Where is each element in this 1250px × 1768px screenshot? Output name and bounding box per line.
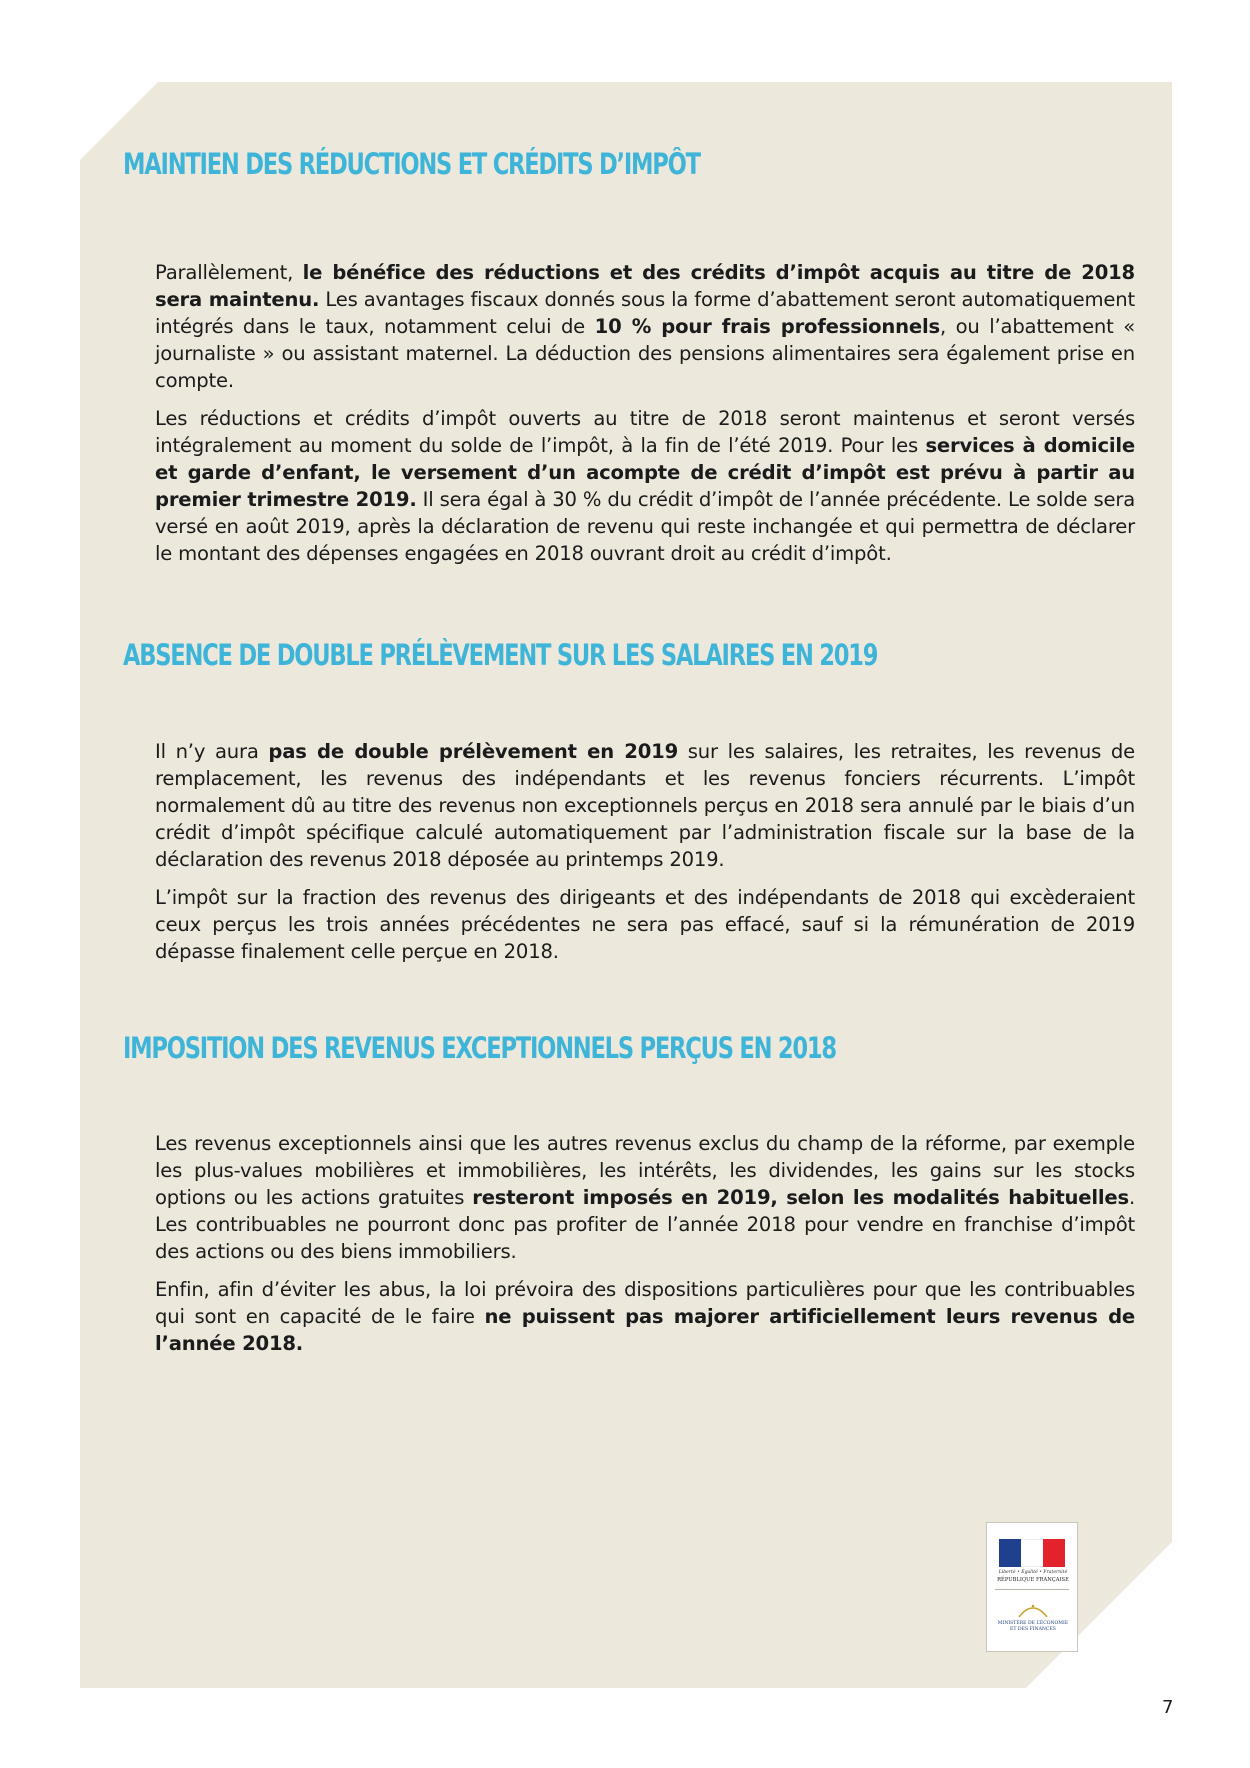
text-run: Les avantages fiscaux donnés sous la forme d’abattement seront automatiquement intégrés dans le taux, notamment celui de [155, 288, 1135, 338]
text-run: L’impôt sur la fraction des revenus des dirigeants et des indépendants de 2018 qui excèderaient ceux perçus les trois années précédentes ne sera pas effacé, sauf si la rémunération de 2019 dépasse finalement celle perçue en 2018. [155, 886, 1135, 963]
text-run: sur les salaires, les retraites, les revenus de remplacement, les revenus des indépendants et les revenus fonciers récurrents. L’impôt normalement dû au titre des revenus non exceptionnels perçus en 2018 sera annulé par le biais d’un crédit d’impôt spécifique calculé automatiquement par l’administration fiscale sur la base de la déclaration des revenus 2018 déposée au printemps 2019. [155, 740, 1135, 871]
bold-text: resteront imposés en 2019, selon les modalités habituelles [472, 1186, 1129, 1209]
logo-republic: RÉPUBLIQUE FRANÇAISE [997, 1577, 1069, 1583]
logo-motto: Liberté • Égalité • Fraternité [998, 1570, 1068, 1575]
paragraph [155, 738, 1135, 873]
bold-text: le bénéfice des réductions et des crédits d’impôt acquis au titre de 2018 sera maintenu. [155, 261, 1135, 311]
text-run: Enfin, afin d’éviter les abus, la loi prévoira des dispositions particulières pour que les contribuables qui sont en capacité de le faire [155, 1278, 1135, 1328]
section-body-exceptional-income [155, 1130, 1135, 1368]
section-heading-exceptional-income: IMPOSITION DES REVENUS EXCEPTIONNELS PERÇUS EN 2018 [123, 1031, 836, 1065]
paragraph [155, 259, 1135, 394]
paragraph [155, 884, 1135, 965]
text-run: Les réductions et crédits d’impôt ouverts au titre de 2018 seront maintenus et seront versés intégralement au moment du solde de l’impôt, à la fin de l’été 2019. Pour les [155, 407, 1135, 457]
section-body-double-levy [155, 738, 1135, 976]
logo-divider [995, 1589, 1069, 1590]
page-number: 7 [1162, 1697, 1174, 1718]
section-body-credits [155, 259, 1135, 578]
text-run: Il n’y aura [155, 740, 269, 763]
text-run: Parallèlement, [155, 261, 303, 284]
ministry-emblem-icon [1017, 1601, 1049, 1619]
text-run: Il sera égal à 30 % du crédit d’impôt de l’année précédente. Le solde sera versé en août 2019, après la déclaration de revenu qui reste inchangée et qui permettra de déclarer le montant des dépenses engagées en 2018 ouvrant droit au crédit d’impôt. [155, 488, 1135, 565]
paragraph [155, 405, 1135, 567]
text-run: , ou l’abattement « journaliste » ou assistant maternel. La déduction des pensions alimentaires sera également prise en compte. [155, 315, 1136, 392]
section-heading-double-levy: ABSENCE DE DOUBLE PRÉLÈVEMENT SUR LES SALAIRES EN 2019 [123, 638, 878, 672]
text-run: . Les contribuables ne pourront donc pas profiter de l’année 2018 pour vendre en franchise d’impôt des actions ou des biens immobiliers. [155, 1186, 1135, 1263]
marianne-flag-icon [999, 1539, 1065, 1567]
paragraph [155, 1130, 1135, 1265]
bold-text: services à domicile et garde d’enfant, le versement d’un acompte de crédit d’impôt est prévu à partir au premier trimestre 2019. [155, 434, 1135, 511]
bold-text: ne puissent pas majorer artificiellement leurs revenus de l’année 2018. [155, 1305, 1135, 1355]
bold-text: 10 % pour frais professionnels [594, 315, 941, 338]
section-heading-credits: MAINTIEN DES RÉDUCTIONS ET CRÉDITS D’IMPÔT [123, 147, 700, 181]
text-run: Les revenus exceptionnels ainsi que les autres revenus exclus du champ de la réforme, par exemple les plus-values mobilières et immobilières, les intérêts, les dividendes, les gains sur les stocks options ou les actions gratuites [155, 1132, 1135, 1209]
logo-ministry: MINISTÈRE DE L’ÉCONOMIE ET DES FINANCES [997, 1621, 1069, 1632]
government-logo [986, 1522, 1078, 1652]
paragraph [155, 1276, 1135, 1357]
bold-text: pas de double prélèvement en 2019 [268, 740, 679, 763]
